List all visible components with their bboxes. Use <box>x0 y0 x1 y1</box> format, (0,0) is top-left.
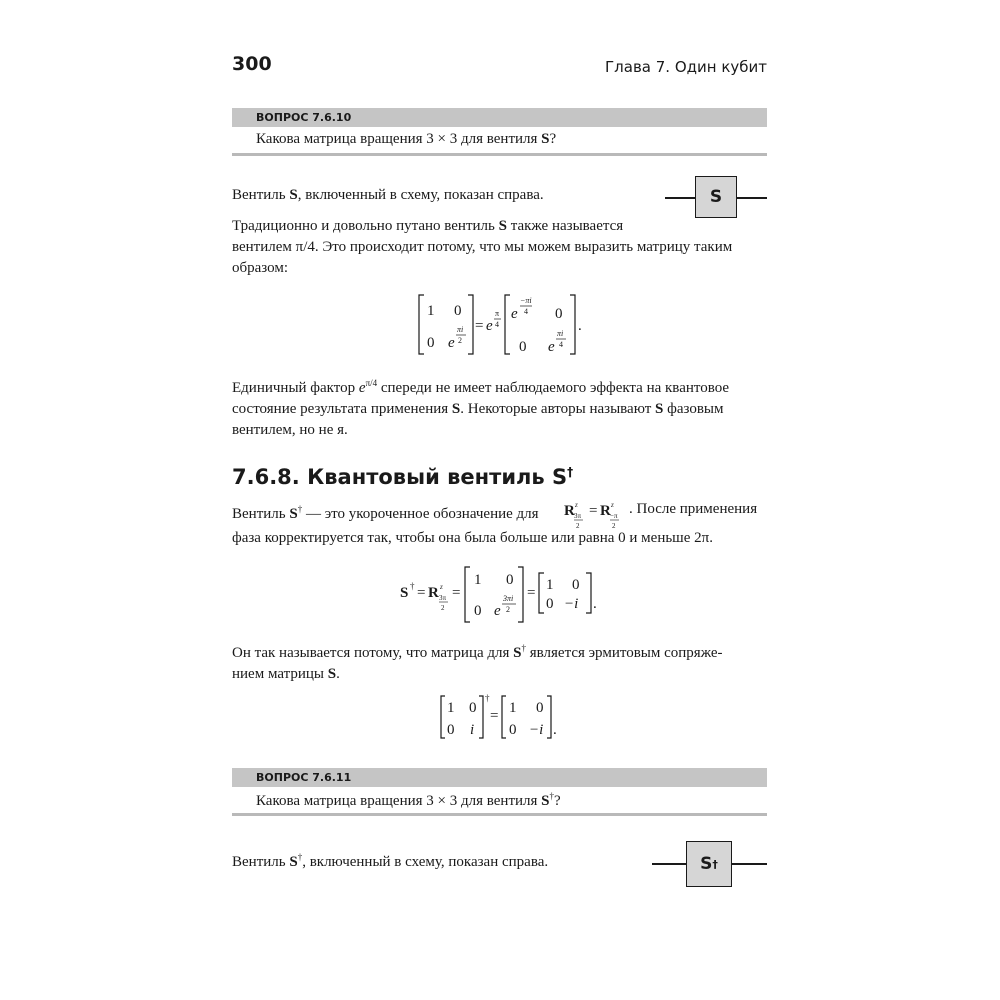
paragraph-pi4: Традиционно и довольно путано вентиль S также называется вентилем π/4. Это происходит потому, что мы можем выразить матрицу таким образом: <box>232 218 733 276</box>
svg-text:1: 1 <box>546 577 554 593</box>
page-number: 300 <box>232 53 272 75</box>
gate-box: S <box>695 176 737 218</box>
svg-text:e: e <box>486 318 493 334</box>
svg-text:=: = <box>589 503 598 519</box>
question-text-2: Какова матрица вращения 3 × 3 для вентиля S†? <box>256 791 561 809</box>
svg-text:0: 0 <box>546 596 554 612</box>
wire-right <box>737 197 767 199</box>
svg-text:1: 1 <box>427 303 435 319</box>
svg-text:i: i <box>470 722 475 738</box>
question-label-2: ВОПРОС 7.6.11 <box>232 768 767 787</box>
svg-text:R: R <box>600 503 611 519</box>
svg-text:1: 1 <box>474 572 482 588</box>
svg-text:e: e <box>448 335 455 351</box>
question-label: ВОПРОС 7.6.10 <box>232 108 767 127</box>
svg-text:2: 2 <box>458 336 462 345</box>
svg-text:2: 2 <box>576 522 580 530</box>
svg-text:S: S <box>400 585 409 601</box>
equation-hermitian-conjugate <box>438 692 568 742</box>
svg-text:0: 0 <box>454 303 462 319</box>
svg-text:4: 4 <box>495 320 499 329</box>
svg-text:0: 0 <box>474 603 482 619</box>
svg-text:e: e <box>548 339 555 355</box>
equation-s-matrix <box>410 290 600 360</box>
svg-text:−π: −π <box>610 512 618 520</box>
svg-text:†: † <box>410 581 415 591</box>
svg-text:4: 4 <box>524 307 528 316</box>
svg-text:1: 1 <box>447 700 455 716</box>
svg-text:4: 4 <box>559 340 563 349</box>
svg-text:0: 0 <box>572 577 580 593</box>
section-heading: 7.6.8. Квантовый вентиль S† <box>232 465 574 489</box>
svg-text:0: 0 <box>519 339 527 355</box>
gate-box: S † <box>686 841 732 887</box>
svg-text:=: = <box>490 708 499 724</box>
svg-text:=: = <box>527 585 536 601</box>
svg-text:z: z <box>440 583 443 591</box>
svg-text:0: 0 <box>427 335 435 351</box>
svg-text:1: 1 <box>509 700 517 716</box>
svg-text:0: 0 <box>536 700 544 716</box>
svg-text:†: † <box>485 693 490 703</box>
paragraph-s-dagger-intro: Вентиль S† — это укороченное обозначение для R z 3π 2 = R z −π 2 . После применения фаза корректируется так, чтобы она была больше или равна 0 и меньше 2π. <box>232 501 758 546</box>
wire-right <box>732 863 767 865</box>
svg-text:π: π <box>495 309 500 318</box>
gate-dagger-intro-text: Вентиль S†, включенный в схему, показан справа. <box>232 852 549 870</box>
svg-text:R: R <box>428 585 439 601</box>
svg-text:0: 0 <box>555 306 563 322</box>
svg-text:−i: −i <box>529 722 544 738</box>
svg-text:.: . <box>553 722 557 738</box>
question-rule-2 <box>232 813 767 816</box>
svg-text:z: z <box>575 501 578 509</box>
svg-text:0: 0 <box>509 722 517 738</box>
gate-intro-text: Вентиль S, включенный в схему, показан справа. <box>232 187 544 203</box>
chapter-title: Глава 7. Один кубит <box>605 58 767 76</box>
svg-text:0: 0 <box>506 572 514 588</box>
svg-text:z: z <box>611 501 614 509</box>
equation-s-dagger <box>400 565 620 625</box>
paragraph-hermitian: Он так называется потому, что матрица для S† является эрмитовым сопряже- нием матрицы S. <box>232 643 723 682</box>
svg-text:3π: 3π <box>439 594 447 602</box>
wire-left <box>665 197 695 199</box>
svg-text:3πi: 3πi <box>503 594 514 603</box>
svg-text:e: e <box>494 603 501 619</box>
wire-left <box>652 863 686 865</box>
svg-text:0: 0 <box>447 722 455 738</box>
circuit-gate-s-dagger <box>652 841 767 887</box>
question-text: Какова матрица вращения 3 × 3 для вентиля S? <box>256 131 557 147</box>
svg-text:−i: −i <box>564 596 579 612</box>
svg-text:=: = <box>475 318 484 334</box>
svg-text:=: = <box>452 585 461 601</box>
svg-text:πi: πi <box>557 329 564 338</box>
svg-text:−πi: −πi <box>520 296 532 305</box>
svg-text:.: . <box>593 596 597 612</box>
svg-text:R: R <box>564 503 575 519</box>
svg-text:2: 2 <box>441 604 445 612</box>
svg-text:πi: πi <box>457 325 464 334</box>
svg-text:.: . <box>578 318 582 334</box>
paragraph-unit-factor: Единичный фактор $e^{\pi/4}$ спереди не имеет наблюдаемого эффекта на квантовое состояние результата применения S. Некоторые авторы называют S фазовым вентилем, но не я. <box>232 378 730 438</box>
circuit-gate-s <box>665 176 767 220</box>
svg-text:=: = <box>417 585 426 601</box>
question-rule <box>232 153 767 156</box>
svg-text:3π: 3π <box>574 512 582 520</box>
svg-text:2: 2 <box>506 605 510 614</box>
svg-text:2: 2 <box>612 522 616 530</box>
svg-text:0: 0 <box>469 700 477 716</box>
svg-text:e: e <box>511 306 518 322</box>
